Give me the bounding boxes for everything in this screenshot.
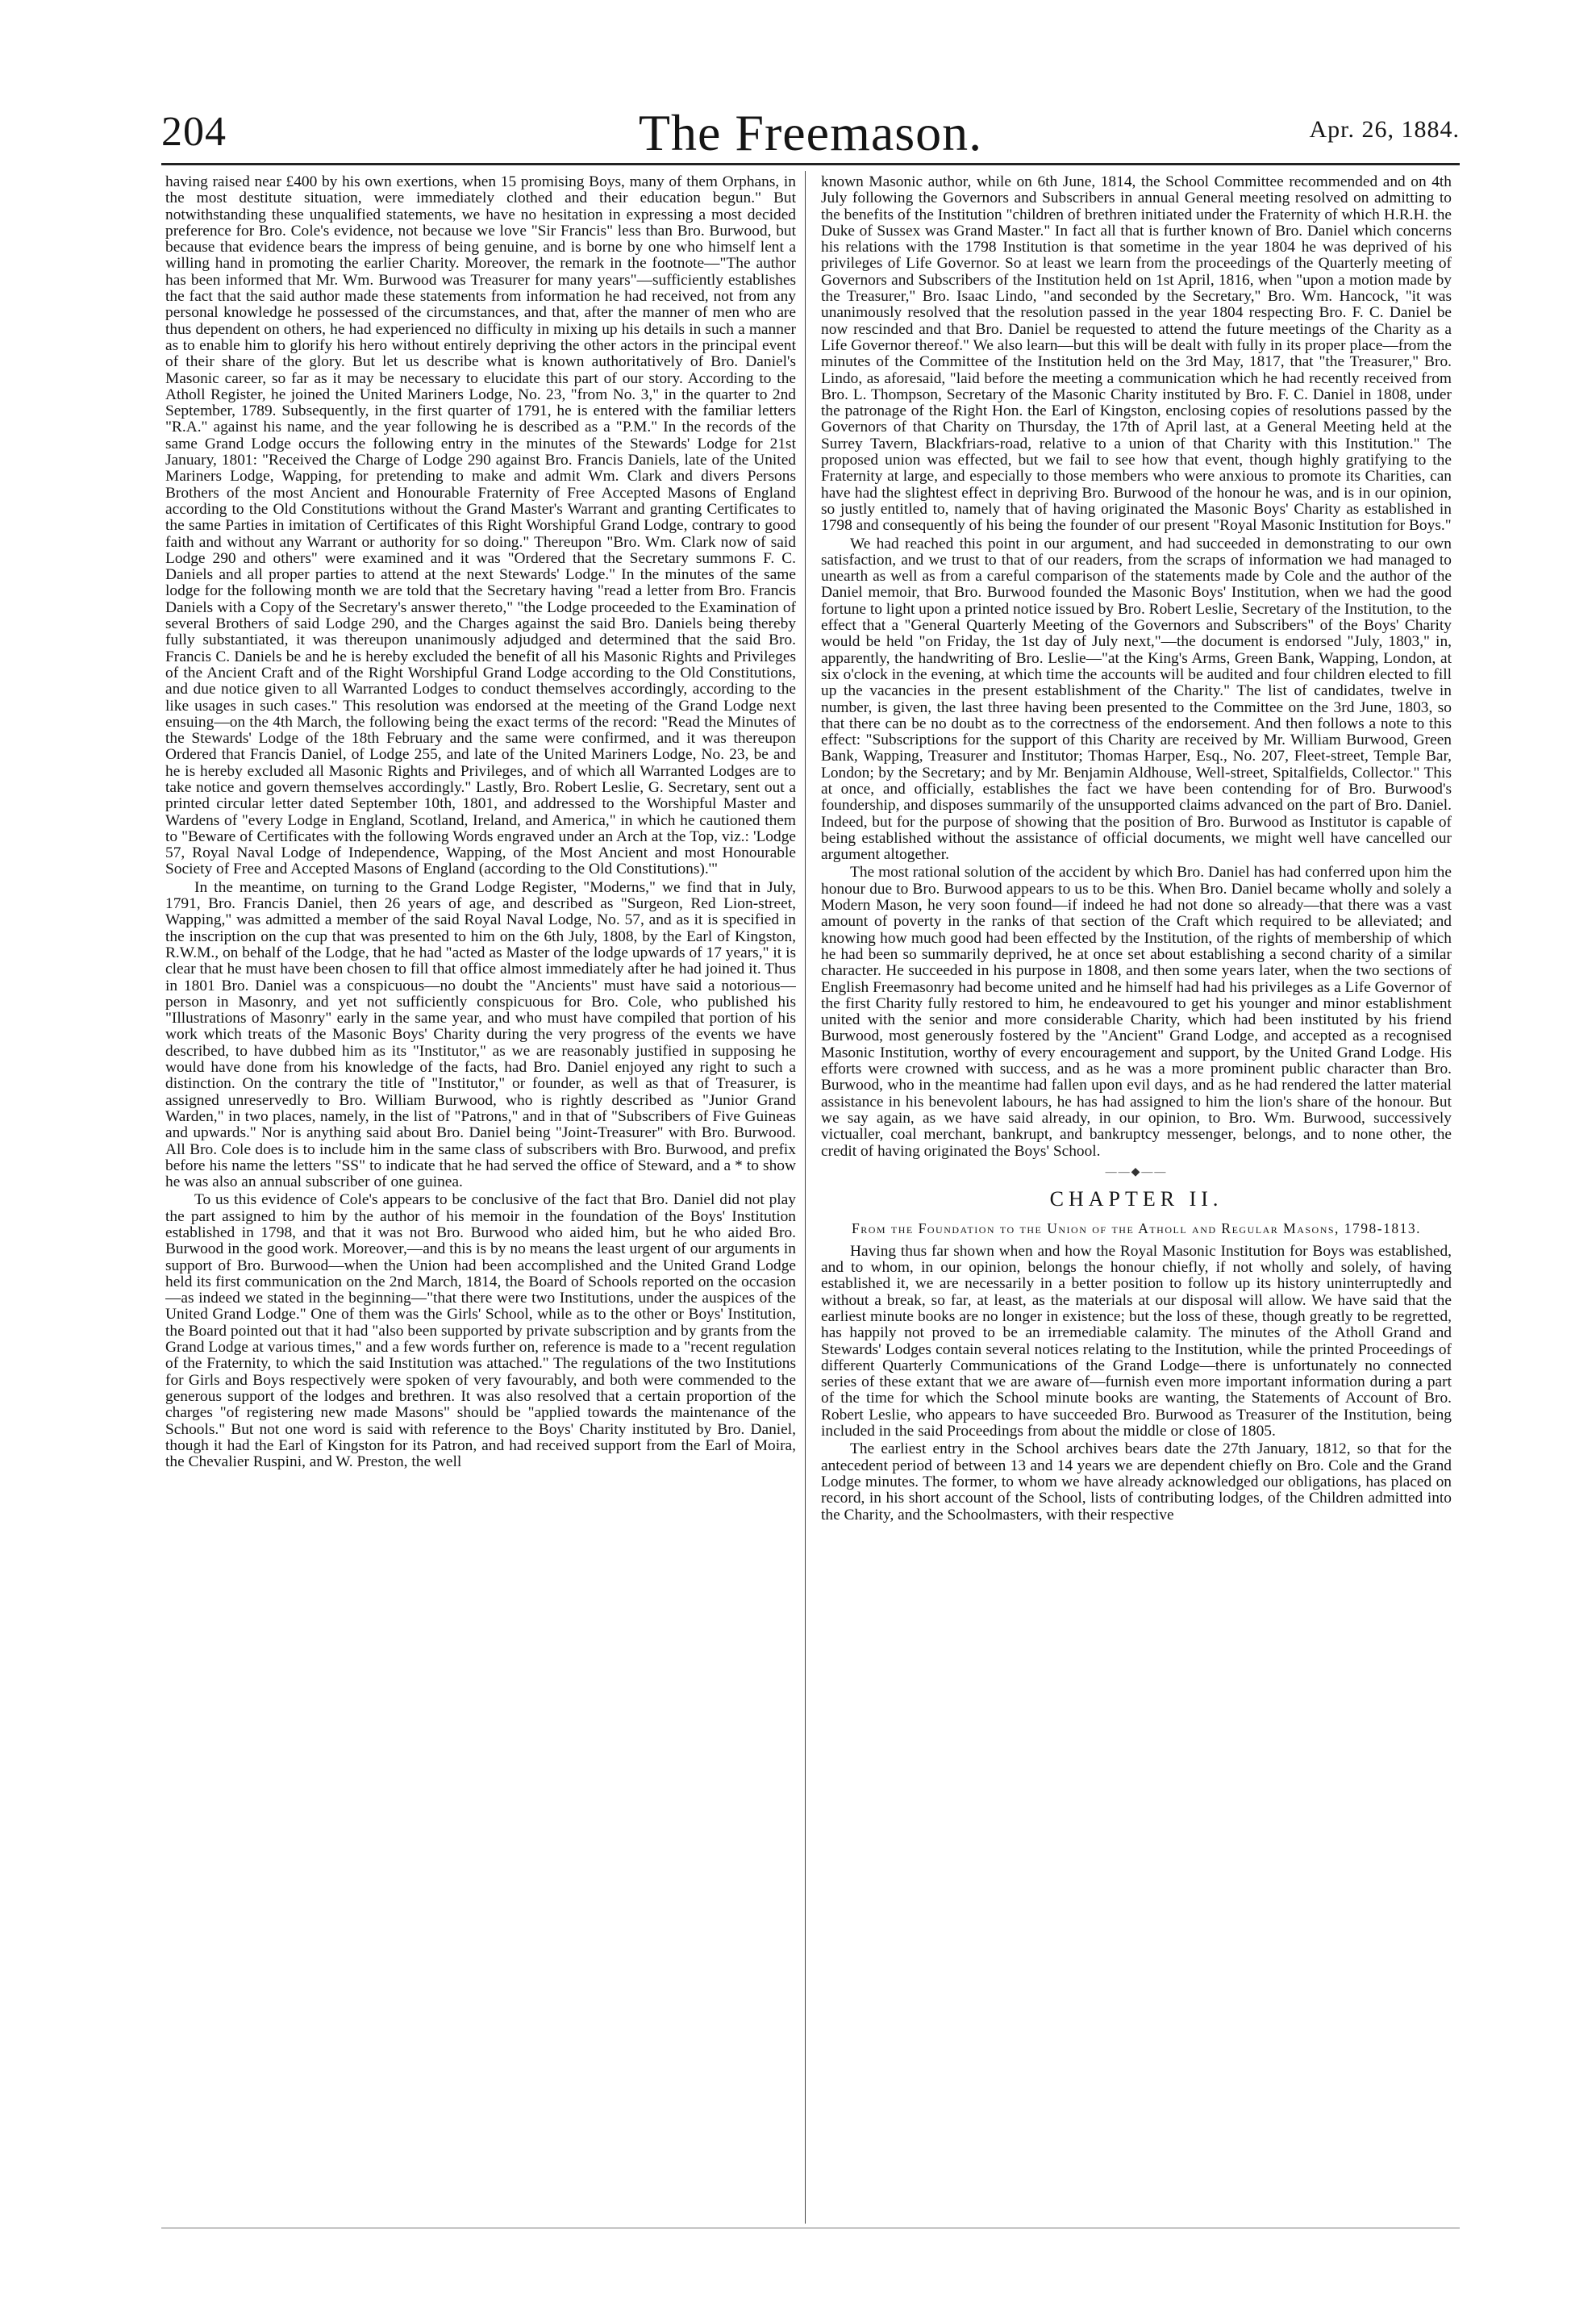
article-paragraph: having raised near £400 by his own exertions, when 15 promising Boys, many of them Orphans, in the most destitute situation, were immediately clothed and their education begun." But notwithstanding these unqualified statements, we have no hesitation in expressing a most decided preference for Bro. Cole's evidence, not because we love "Sir Francis" less than Bro. Burwood, but because that evidence bears the impress of being genuine, and is borne by one who himself lent a willing hand in promoting the earlier Charity. Moreover, the remark in the footnote—"The author has been informed that Mr. Wm. Burwood was Treasurer for many years"—sufficiently establishes the fact that the said author made these statements from information he had received, not from any personal knowledge he possessed of the circumstances, and that, after the manner of men who are thus dependent on others, he had experienced no difficulty in mixing up his details in such a manner as to enable him to glorify his hero without entirely depriving the other actors in the principal event of their share of the glory. But let us describe what is known authoritatively of Bro. Daniel's Masonic career, so far as it may be necessary to elucidate this part of our story. According to the Atholl Register, he joined the United Mariners Lodge, No. 23, "from No. 3," in the quarter to 2nd September, 1789. Subsequently, in the first quarter of 1791, he is entered with the familiar letters "R.A." against his name, and the year following he is described as a "P.M." In the records of the same Grand Lodge occurs the following entry in the minutes of the Stewards' Lodge for 21st January, 1801: "Received the Charge of Lodge 290 against Bro. Francis Daniels, late of the United Mariners Lodge, Wapping, for pretending to make and admit Wm. Clark and divers Persons Brothers of the most Ancient and Honourable Fraternity of Free Accepted Masons of England according to the Old Constitutions without the Grand Master's Warrant and granting Certificates to the same Parties in imitation of Certificates of this Right Worshipful Grand Lodge, contrary to good faith and without any Warrant or authority for so doing." Thereupon "Bro. Wm. Clark now of said Lodge 290 and others" were examined and it was "Ordered that the Secretary summons F. C. Daniels and all proper parties to attend at the next Stewards' Lodge." In the minutes of the same lodge for the following month we are told that the Secretary having "read a letter from Bro. Francis Daniels with a Copy of the Secretary's answer thereto," "the Lodge proceeded to the Examination of several Brothers of said Lodge 290, and the Charges against the said Bro. Daniels being thereby fully substantiated, it was thereupon unanimously adjudged and determined that the said Bro. Francis C. Daniels be and he is hereby excluded the benefit of all his Masonic Rights and Privileges of the Ancient Craft and of the Right Worshipful Grand Lodge according to the Old Constitutions, and due notice given to all Warranted Lodges to conduct themselves accordingly, according to the like usages in such cases." This resolution was endorsed at the meeting of the Grand Lodge next ensuing—on the 4th March, the following being the exact terms of the record: "Read the Minutes of the Stewards' Lodge of the 18th February and the same were confirmed, and it was thereupon Ordered that Francis Daniel, of Lodge 255, and late of the United Mariners Lodge, No. 23, be and he is hereby excluded all Masonic Rights and Privileges, and of which all Warranted Lodges are to take notice and govern themselves accordingly." Lastly, Bro. Robert Leslie, G. Secretary, sent out a printed circular letter dated September 10th, 1801, and addressed to the Worshipful Master and Wardens of "every Lodge in England, Scotland, Ireland, and America," in which he cautioned them to "Beware of Certificates with the following Words engraved under an Arch at the Top, viz.: 'Lodge 57, Royal Naval Lodge of Independence, Wapping, of the Most Ancient and most Honourable Society of Free and Accepted Masons of England (according to the Old Constitutions).'" <box>165 174 796 878</box>
journal-title: The Freemason. <box>638 104 983 161</box>
article-paragraph: known Masonic author, while on 6th June, 1814, the School Committee recommended and on 4th July following the Governors and Subscribers in annual General meeting resolved on admitting to the benefits of the Institution "children of brethren initiated under the Fraternity of which H.R.H. the Duke of Sussex was Grand Master." In fact all that is further known of Bro. Daniel which concerns his relations with the 1798 Institution is that sometime in the year 1804 he was deprived of his privileges of Life Governor. So at least we learn from the proceedings of the Quarterly meeting of Governors and Subscribers of the Institution held on 1st April, 1816, when "upon a motion made by the Treasurer," Bro. Isaac Lindo, "and seconded by the Secretary," Bro. Wm. Hancock, "it was unanimously resolved that the resolution passed in the year 1804 respecting Bro. F. C. Daniel be now rescinded and that Bro. Daniel be requested to attend the future meetings of the Charity as a Life Governor thereof." We also learn—but this will be dealt with fully in its proper place—from the minutes of the Committee of the Institution held on the 3rd May, 1817, that "the Treasurer," Bro. Lindo, as aforesaid, "laid before the meeting a communication which he had recently received from Bro. L. Thompson, Secretary of the Masonic Charity instituted by Bro. F. C. Daniel in 1808, under the patronage of the Right Hon. the Earl of Kingston, enclosing copies of resolutions passed by the Governors of that Charity on Thursday, the 17th of April last, at a General Meeting held at the Surrey Tavern, Blackfriars-road, relative to a union of that Charity with this Institution." The proposed union was effected, but we fail to see how that event, though highly gratifying to the Fraternity at large, and especially to those members who were anxious to promote its Charities, can have had the slightest effect in depriving Bro. Burwood of the honour he was, and is in our opinion, so justly entitled to, namely that of having originated the Masonic Boys' Charity as established in 1798 and consequently of his being the founder of our present "Royal Masonic Institution for Boys." <box>821 174 1452 535</box>
article-paragraph: We had reached this point in our argument, and had succeeded in demonstrating to our own satisfaction, and we trust to that of our readers, from the scraps of information we had managed to unearth as well as from a careful comparison of the statements made by Cole and the author of the Daniel memoir, that Bro. Burwood founded the Masonic Boys' Institution, when we had the good fortune to light upon a printed notice issued by Bro. Robert Leslie, Secretary of the Institution, to the effect that a "General Quarterly Meeting of the Governors and Subscribers" of the Boys' Charity would be held "on Friday, the 1st day of July next,"—the document is endorsed "July, 1803," in, apparently, the handwriting of Bro. Leslie—"at the King's Arms, Green Bank, Wapping, London, at six o'clock in the evening, at which time the accounts will be audited and four children elected to fill up the vacancies in the present establishment of the Charity." The list of candidates, twelve in number, is given, the last three having been presented to the Committee on the 3rd June, 1803, so that there can be no doubt as to the correctness of the endorsement. And then follows a note to this effect: "Subscriptions for the support of this Charity are received by Mr. William Burwood, Green Bank, Wapping, Treasurer and Institutor; Thomas Harper, Esq., No. 207, Fleet-street, Temple Bar, London; by the Secretary; and by Mr. Benjamin Aldhouse, Well-street, Spitalfields, Collector." This at once, and officially, establishes the fact we have been contending for of Bro. Burwood's foundership, and disposes summarily of the unsupported claims advanced on the part of Bro. Daniel. Indeed, but for the purpose of showing that the position of Bro. Burwood as Institutor is capable of being established without the assistance of official documents, we might well have cancelled our argument altogether. <box>821 535 1452 864</box>
article-paragraph: In the meantime, on turning to the Grand Lodge Register, "Moderns," we find that in July, 1791, Bro. Francis Daniel, then 26 years of age, and described as "Surgeon, Red Lion-street, Wapping," was admitted a member of the said Royal Naval Lodge, No. 57, and as it is specified in the inscription on the cup that was presented to him on the 6th July, 1808, by the Earl of Kingston, R.W.M., on behalf of the Lodge, that he had "acted as Master of the lodge upwards of 17 years," it is clear that he must have been chosen to fill that office almost immediately after he had joined it. Thus in 1801 Bro. Daniel was a conspicuous—no doubt the "Ancients" must have said a notorious—person in Masonry, and yet not sufficiently conspicuous for Bro. Cole, who published his "Illustrations of Masonry" early in the same year, and who must have compiled that portion of his work which treats of the Masonic Boys' Charity during the very progress of the events we have described, to have dubbed him as its "Institutor," as we are reasonably justified in supposing he would have done from his knowledge of the facts, had Bro. Daniel enjoyed any right to such a distinction. On the contrary the title of "Institutor," or founder, as well as that of Treasurer, is assigned unreservedly to Bro. William Burwood, who is rightly described as "Junior Grand Warden," in two places, namely, in the list of "Patrons," and in that of "Subscribers of Five Guineas and upwards." Nor is anything said about Bro. Daniel being "Joint-Treasurer" with Bro. Burwood. All Bro. Cole does is to include him in the same class of subscribers with Bro. Burwood, and prefix before his name the letters "SS" to indicate that he had served the office of Steward, and a * to show he was also an annual subscriber of one guinea. <box>165 878 796 1191</box>
chapter-subtitle: From the Foundation to the Union of the Atholl and Regular Masons, 1798-1813. <box>851 1219 1421 1236</box>
page-number: 204 <box>161 109 227 155</box>
section-divider: ——◆—— <box>1105 1165 1168 1178</box>
article-paragraph: To us this evidence of Cole's appears to be conclusive of the fact that Bro. Daniel did not play the part assigned to him by the author of his memoir in the foundation of the Boys' Institution established in 1798, and that it was not Bro. Burwood who aided him, but he who aided Bro. Burwood in the good work. Moreover,—and this is by no means the least urgent of our arguments in support of Bro. Burwood—when the Union had been accomplished and the United Grand Lodge held its first communication on the 2nd March, 1814, the Board of Schools reported on the occasion—as indeed we stated in the beginning—"that there were two Institutions, under the auspices of the United Grand Lodge." One of them was the Girls' School, while as to the other or Boys' Institution, the Board pointed out that it had "also been supported by private subscription and by grants from the Grand Lodge at various times," and a few words further on, reference is made to a "recent regulation of the Fraternity, to which the said Institution was attached." The regulations of the two Institutions for Girls and Boys respectively were spoken of very favourably, and both were commended to the generous support of the lodges and brethren. It was also resolved that a certain proportion of the charges "of registering new made Masons" should be "applied towards the maintenance of the Schools." But not one word is said with reference to the Boys' Charity instituted by Bro. Daniel, though it had the Earl of Kingston for its Patron, and had received support from the Earl of Moira, the Chevalier Ruspini, and W. Preston, the well <box>165 1191 796 1471</box>
masthead <box>161 103 1460 160</box>
left-column <box>165 174 796 2223</box>
header-rule <box>161 163 1460 165</box>
article-paragraph: The most rational solution of the accident by which Bro. Daniel has had conferred upon him the honour due to Bro. Burwood appears to us to be this. When Bro. Daniel became wholly and solely a Modern Mason, he very soon found—if indeed he had not done so already—that there was a vast amount of poverty in the ranks of that section of the Craft which required to be alleviated; and knowing how much good had been effected by the Institution, of the rights of membership of which he had been so summarily deprived, he at once set about establishing a second charity of a similar character. He succeeded in his purpose in 1808, and then some years later, when the two sections of English Freemasonry had become united and he himself had had his privileges as a Life Governor of the first Charity fully restored to him, he endeavoured to get his younger and minor establishment united with the senior and more considerable Charity, which had been instituted by his friend Burwood, most generously fostered by the "Ancient" Grand Lodge, and accepted as a recognised Masonic Institution, worthy of every encouragement and support, by the United Grand Lodge. His efforts were crowned with success, and as he was a more prominent public character than Bro. Burwood, who in the meantime had fallen upon evil days, and as he had rendered the latter material assistance in his benevolent labours, he has had assigned to him the lion's share of the honour. But we say again, as we have said already, in our opinion, to Bro. Wm. Burwood, successively victualler, coal merchant, bankrupt, and bankruptcy messenger, belongs, and to none other, the credit of having originated the Boys' School. <box>821 864 1452 1160</box>
article-paragraph: The earliest entry in the School archives bears date the 27th January, 1812, so that for the antecedent period of between 13 and 14 years we are dependent chiefly on Bro. Cole and the Grand Lodge minutes. The former, to whom we have already acknowledged our obligations, has placed on record, in his short account of the School, lists of contributing lodges, of the Children admitted into the Charity, and the Schoolmasters, with their respective <box>821 1440 1452 1524</box>
article-paragraph: Having thus far shown when and how the Royal Masonic Institution for Boys was established, and to whom, in our opinion, belongs the honour chiefly, if not wholly and solely, of having established it, we are necessarily in a better position to follow up its history uninterruptedly and without a break, so far, at least, as the materials at our disposal will allow. We have said that the earliest minute books are no longer in existence; but the loss of these, though greatly to be regretted, has happily not proved to be an irremediable calamity. The minutes of the Atholl Grand and Stewards' Lodges contain several notices relating to the Institution, while the printed Proceedings of different Quarterly Communications of the Grand Lodge—there is unfortunately no connected series of these extant that we are aware of—furnish even more important information during a part of the time for which the School minute books are wanting, the Statements of Account of Bro. Robert Leslie, who appears to have succeeded Bro. Burwood as Treasurer of the Institution, being included in the said Proceedings from about the middle or close of 1805. <box>821 1242 1452 1440</box>
chapter-heading: CHAPTER II. <box>1049 1186 1223 1211</box>
column-divider <box>805 171 806 2224</box>
right-column <box>821 174 1452 2223</box>
issue-date: Apr. 26, 1884. <box>1309 116 1460 143</box>
